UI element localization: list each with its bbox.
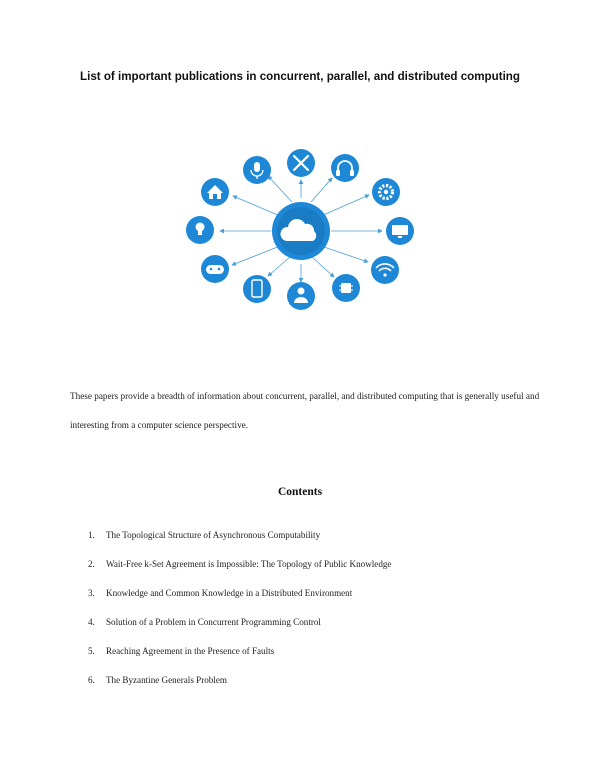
toc-item: 4. Solution of a Problem in Concurrent Programming Control — [88, 617, 321, 627]
toc-item: 6. The Byzantine Generals Problem — [88, 675, 227, 685]
toc-item: 3. Knowledge and Common Knowledge in a Distributed Environment — [88, 588, 353, 598]
toc-item: 2. Wait-Free k-Set Agreement is Impossible: The Topology of Public Knowledge — [88, 559, 392, 569]
gamepad-icon — [206, 265, 224, 274]
node-microphone — [243, 156, 271, 184]
node-smartphone — [243, 275, 271, 303]
node-wifi — [371, 256, 399, 284]
toc-item-title: Solution of a Problem in Concurrent Programming Control — [106, 617, 321, 627]
intro-paragraph: These papers provide a breadth of information about concurrent, parallel, and distributed computing that is generally useful and interesting from a computer science perspective. — [70, 391, 540, 430]
node-gear — [372, 178, 400, 206]
toc-item: 1. The Topological Structure of Asynchronous Computability — [88, 530, 321, 540]
node-tools — [287, 149, 315, 177]
node-home — [201, 178, 229, 206]
node-monitor — [386, 217, 414, 245]
toc-item: 5. Reaching Agreement in the Presence of Faults — [88, 646, 275, 656]
table-of-contents — [88, 527, 391, 701]
node-gamepad — [201, 255, 229, 283]
toc-item-title: The Topological Structure of Asynchronous Computability — [106, 530, 321, 540]
node-headphones — [331, 154, 359, 182]
toc-item-title: Wait-Free k-Set Agreement is Impossible: The Topology of Public Knowledge — [106, 559, 392, 569]
monitor-icon — [392, 225, 408, 235]
toc-item-title: Knowledge and Common Knowledge in a Distributed Environment — [106, 588, 353, 598]
node-user — [287, 282, 315, 310]
node-chip — [332, 274, 360, 302]
microphone-icon — [254, 162, 260, 172]
chip-icon — [341, 283, 351, 293]
toc-item-title: Reaching Agreement in the Presence of Faults — [106, 646, 275, 656]
user-icon — [298, 288, 305, 295]
iot-cloud-illustration — [170, 140, 430, 315]
contents-heading: Contents — [277, 486, 323, 498]
page-title: List of important publications in concurrent, parallel, and distributed computing — [80, 70, 520, 83]
lightbulb-icon — [196, 223, 205, 232]
node-lightbulb — [186, 216, 214, 244]
toc-item-title: The Byzantine Generals Problem — [106, 675, 227, 685]
